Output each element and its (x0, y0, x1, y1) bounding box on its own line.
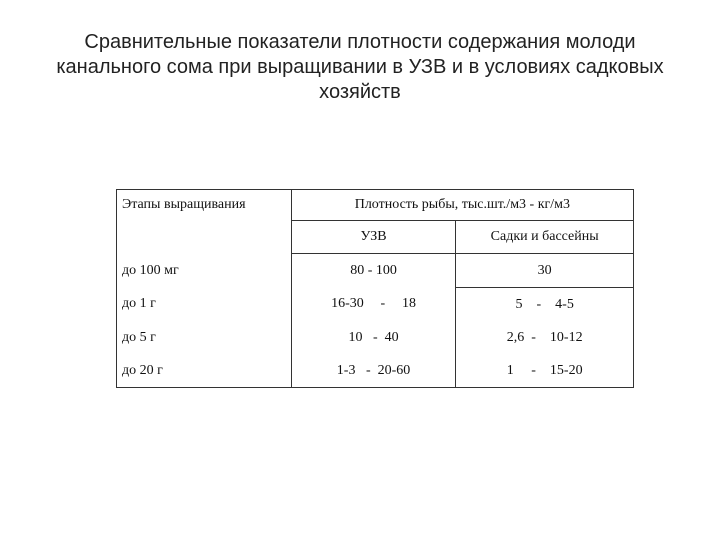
density-header-cell (291, 190, 633, 221)
cages-cell (456, 288, 634, 322)
stage-cell (117, 254, 292, 288)
title-line-1: Сравнительные показатели плотности содержания молоди (84, 31, 636, 53)
table-row (117, 354, 634, 388)
uzv-cell (291, 254, 456, 288)
stage-header: Этапы выращивания (122, 197, 246, 212)
cages-cell (456, 321, 634, 354)
cages-value: 1 - 15-20 (506, 362, 583, 378)
uzv-cell (291, 288, 456, 322)
table-row (117, 288, 634, 322)
slide-title (30, 30, 690, 105)
uzv-header-cell (291, 221, 456, 254)
cages-cell (456, 354, 634, 388)
stage-cell (117, 288, 292, 322)
uzv-value: 16-30 - 18 (331, 296, 416, 312)
stage-cell (117, 321, 292, 354)
density-table (116, 189, 634, 388)
uzv-cell (291, 321, 456, 354)
stage-value: до 5 г (122, 329, 156, 345)
title-line-3: хозяйств (319, 81, 401, 103)
uzv-cell (291, 354, 456, 388)
stage-cell (117, 354, 292, 388)
uzv-header: УЗВ (360, 229, 387, 244)
table-header-row (117, 190, 634, 221)
cages-value: 2,6 - 10-12 (506, 329, 583, 345)
stage-header-cell (117, 190, 292, 254)
cages-header: Садки и бассейны (490, 229, 599, 244)
cages-header-cell (456, 221, 634, 254)
density-header: Плотность рыбы, тыс.шт./м3 - кг/м3 (354, 197, 571, 212)
cages-cell (456, 254, 634, 288)
uzv-value: 1-3 - 20-60 (336, 362, 411, 378)
uzv-value: 10 - 40 (348, 329, 399, 345)
uzv-value: 80 - 100 (350, 262, 397, 278)
table-row (117, 254, 634, 288)
table-row (117, 321, 634, 354)
stage-value: до 20 г (122, 362, 163, 378)
stage-value: до 1 г (122, 296, 156, 312)
stage-value: до 100 мг (122, 262, 179, 278)
cages-value: 30 (537, 262, 552, 278)
cages-value: 5 - 4-5 (515, 296, 574, 312)
title-line-2: канального сома при выращивании в УЗВ и в условиях садковых (56, 56, 664, 78)
